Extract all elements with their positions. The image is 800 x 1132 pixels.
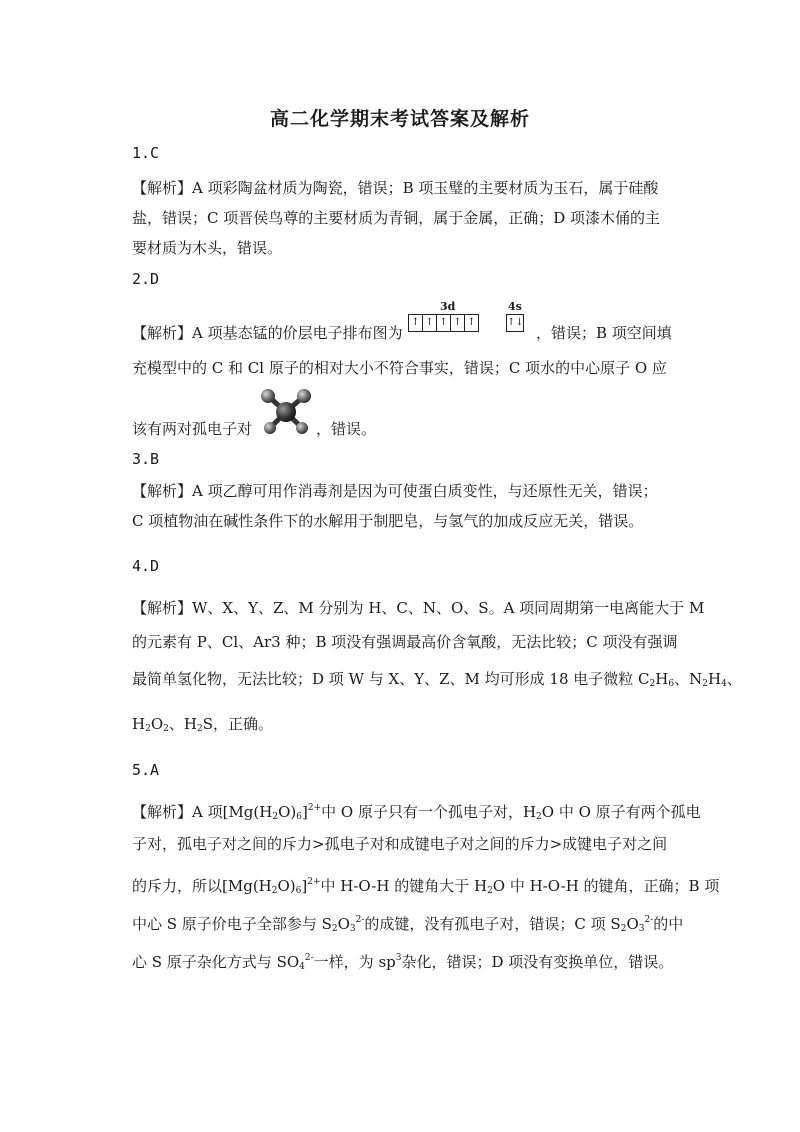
q1-analysis-line-3: 要材质为木头，错误。	[132, 239, 283, 257]
q4-line4-end: ，正确。	[212, 715, 273, 733]
q1-analysis-line-2: 盐，错误；C 项晋侯鸟尊的主要材质为青铜，属于金属，正确；D 项漆木俑的主	[132, 209, 661, 227]
orbital-3d-box: ↑	[437, 315, 451, 331]
q5-analysis-line-3: 的斥力，所以$[Mg(H_2O)_6]^{2+}$中 H-O-H 的键角大于 $H_2O$ 中 H-O-H 的键角，正确；B 项	[132, 877, 720, 896]
q4-analysis-line-1: 【解析】W、X、Y、Z、M 分别为 H、C、N、O、S。A 项同周期第一电离能大于 M	[132, 599, 705, 617]
orbital-3d-box: ↑	[409, 315, 423, 331]
q3-number: 3.B	[132, 450, 160, 468]
q4-analysis-line-3: 最简单氢化物，无法比较；D 项 W 与 X、Y、Z、M 均可形成 18 电子微粒 $C_2H_6$、$N_2H_4$、	[132, 670, 742, 689]
q4-number: 4.D	[132, 557, 160, 575]
orbital-4s-boxes	[506, 314, 524, 332]
q5-analysis-line-1: 【解析】A 项$[Mg(H_2O)_6]^{2+}$中 O 原子只有一个孤电子对，$H_2O$ 中 O 原子有两个孤电	[132, 803, 701, 822]
q5-line3-c: O 中 H-O-H 的键角，正确；B 项	[492, 877, 720, 895]
orbital-4s-label: 4s	[508, 300, 522, 313]
q5-analysis-line-4: 中心 S 原子价电子全部参与 $S_2O_3^{2-}$的成键，没有孤电子对，错误；C 项 $S_2O_3^{2-}$的中	[132, 915, 684, 934]
q4-analysis-line-2: 的元素有 P、Cl、Ar3 种；B 项没有强调最高价含氧酸，无法比较；C 项没有强调	[132, 633, 678, 651]
q2-analysis-line-2: 充模型中的 C 和 Cl 原子的相对大小不符合事实，错误；C 项水的中心原子 O 应	[132, 359, 667, 377]
q4-analysis-line-4: $H_2O_2$、$H_2S$，正确。	[132, 715, 273, 734]
q5-line1-b: 中 O 原子只有一个孤电子对，H	[321, 803, 537, 821]
orbital-3d-box: ↑	[451, 315, 465, 331]
q2-number: 2.D	[132, 270, 160, 288]
orbital-3d-boxes	[408, 314, 479, 332]
q3-analysis-line-2: C 项植物油在碱性条件下的水解用于制肥皂，与氢气的加成反应无关，错误。	[132, 512, 644, 530]
orbital-3d-label: 3d	[440, 300, 456, 313]
q5-line4-c: 的中	[653, 915, 684, 933]
orbital-diagram	[408, 300, 528, 346]
q2-analysis-line-3a: 该有两对孤电子对	[132, 420, 253, 438]
q5-number: 5.A	[132, 761, 160, 779]
q5-line3-b: 中 H-O-H 的键角大于 H	[320, 877, 488, 895]
q5-line4-a: 中心 S 原子价电子全部参与 S	[132, 915, 332, 933]
q5-line1-a: 【解析】A 项[Mg(H	[132, 803, 273, 821]
q2-analysis-line-1a: 【解析】A 项基态锰的价层电子排布图为	[132, 324, 403, 342]
q5-line5-a: 心 S 原子杂化方式与 SO	[132, 953, 300, 971]
q5-analysis-line-5: 心 S 原子杂化方式与 $SO_4^{2-}$一样，为 $sp^3$杂化，错误；D 项没有变换单位，错误。	[132, 953, 674, 972]
q5-line5-c: 杂化，错误；D 项没有变换单位，错误。	[401, 953, 674, 971]
orbital-3d-box: ↑	[467, 317, 476, 328]
q5-line1-c: O 中 O 原子有两个孤电	[541, 803, 701, 821]
q5-line5-b: 一样，为 sp	[313, 953, 396, 971]
q3-analysis-line-1: 【解析】A 项乙醇可用作消毒剂是因为可使蛋白质变性，与还原性无关，错误；	[132, 482, 658, 500]
page-title: 高二化学期末考试答案及解析	[269, 108, 530, 130]
water-molecule-model-image	[258, 388, 314, 436]
q4-line3-text: 最简单氢化物，无法比较；D 项 W 与 X、Y、Z、M 均可形成 18 电子微粒 C	[132, 670, 650, 688]
q1-analysis-line-1: 【解析】A 项彩陶盆材质为陶瓷，错误；B 项玉璧的主要材质为玉石，属于硅酸	[132, 179, 659, 197]
q5-analysis-line-2: 子对，孤电子对之间的斥力>孤电子对和成键电子对之间的斥力>成键电子对之间	[132, 835, 668, 853]
q2-analysis-line-3b: ，错误。	[316, 420, 377, 438]
orbital-4s-box: ↑↓	[507, 317, 524, 328]
q5-line4-b: 的成键，没有孤电子对，错误；C 项 S	[364, 915, 621, 933]
q2-analysis-line-1b: ，错误；B 项空间填	[536, 324, 672, 342]
q1-number: 1.C	[132, 144, 160, 162]
orbital-3d-box: ↑	[423, 315, 437, 331]
q5-line3-a: 的斥力，所以[Mg(H	[132, 877, 272, 895]
